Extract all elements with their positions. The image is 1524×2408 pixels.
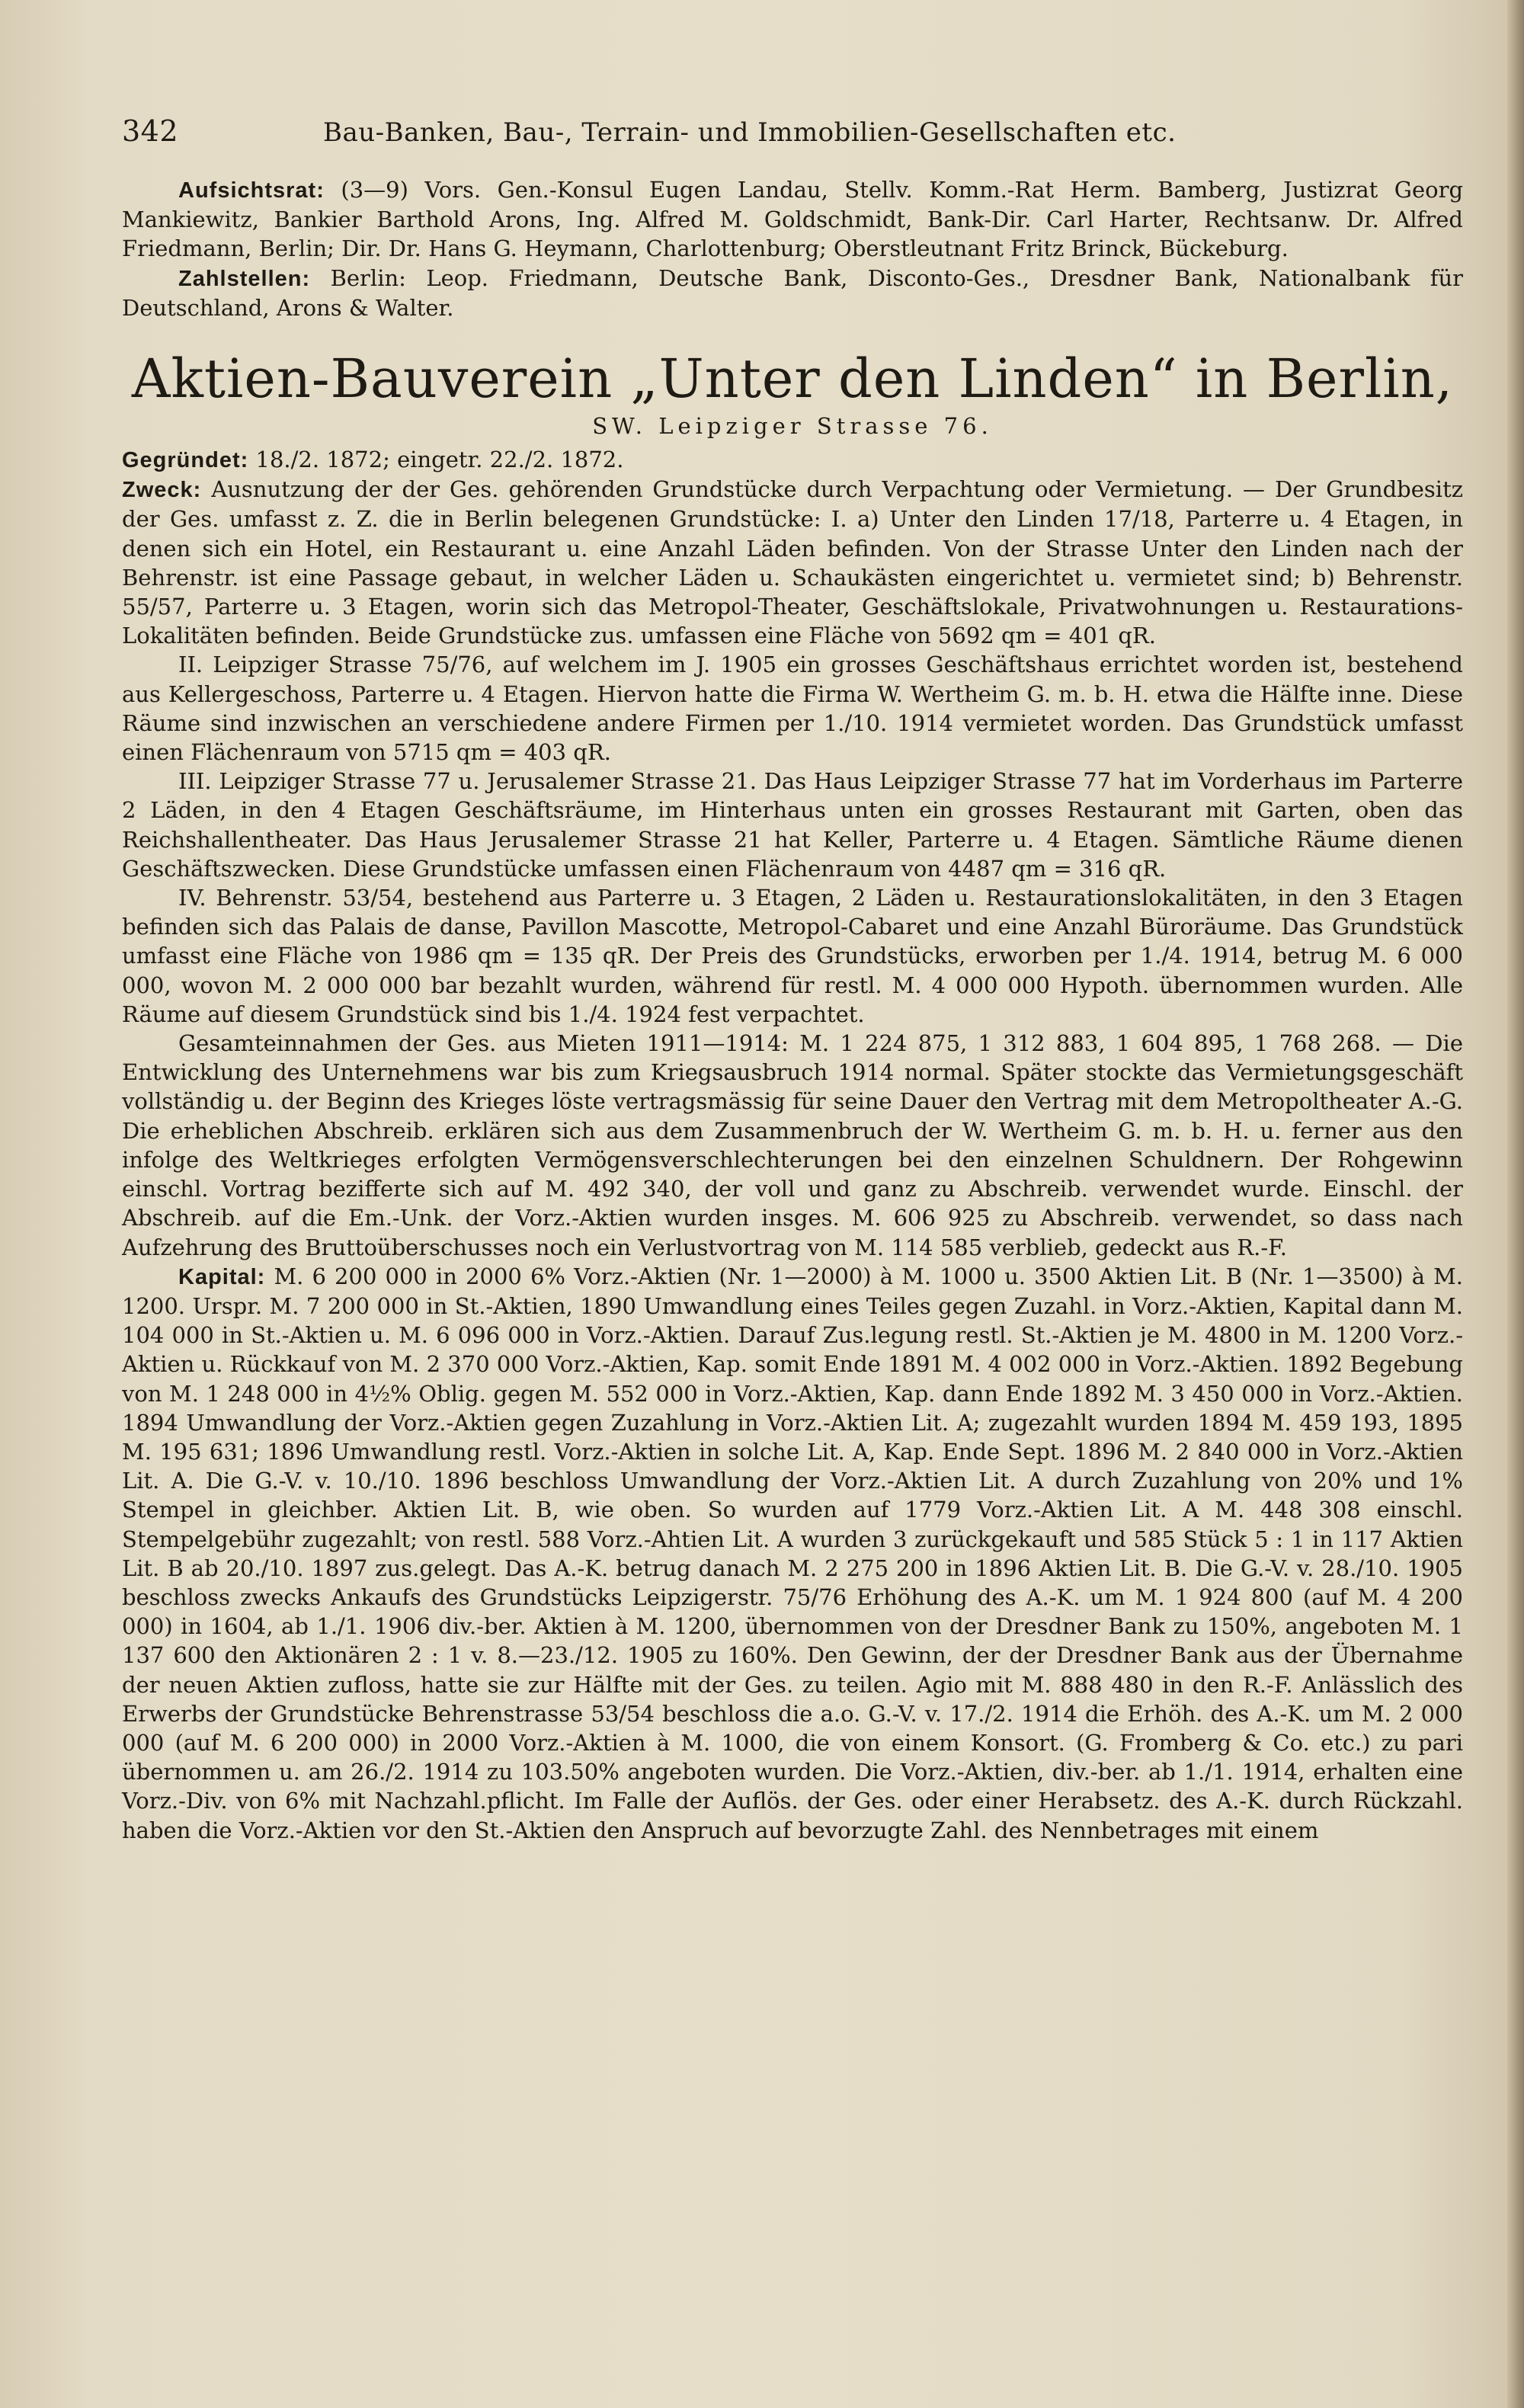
company-title: Aktien-Bauverein „Unter den Linden“ in Berlin, — [131, 347, 1454, 411]
running-head — [122, 114, 1463, 148]
section-ii-paragraph: II. Leipziger Strasse 75/76, auf welchem im J. 1905 ein grosses Geschäftshaus errichtet worden ist, bestehend aus Kellergeschoss, Parterre u. 4 Etagen. Hiervon hatte die Firma W. Wertheim G. m. b. H. etwa die Hälfte inne. Diese Räume sind inzwischen an verschiedene andere Firmen per 1./10. 1914 vermietet worden. Das Grundstück umfasst einen Flächenraum von 5715 qm = 403 qR. — [122, 652, 1463, 766]
gegruendet-paragraph — [122, 445, 1463, 475]
section-iii-paragraph: III. Leipziger Strasse 77 u. Jerusalemer Strasse 21. Das Haus Leipziger Strasse 77 hat im Vorderhaus im Parterre 2 Läden, in den 4 Etagen Geschäftsräume, im Hinterhaus unten ein grosses Restaurant mit Garten, oben das Reichshallentheater. Das Haus Jerusalemer Strasse 21 hat Keller, Parterre u. 4 Etagen. Sämtliche Räume dienen Geschäftszwecken. Diese Grundstücke umfassen einen Flächenraum von 4487 qm = 316 qR. — [122, 768, 1463, 882]
section-iv-paragraph: IV. Behrenstr. 53/54, bestehend aus Parterre u. 3 Etagen, 2 Läden u. Restaurationslokalitäten, in den 3 Etagen befinden sich das Palais de danse, Pavillon Mascotte, Metropol-Cabaret und eine Anzahl Büroräume. Das Grundstück umfasst eine Fläche von 1986 qm = 135 qR. Der Preis des Grundstücks, erworben per 1./4. 1914, betrug M. 6 000 000, wovon M. 2 000 000 bar bezahlt wurden, während für restl. M. 4 000 000 Hypoth. übernommen wurden. Alle Räume auf diesem Grundstück sind bis 1./4. 1924 fest verpachtet. — [122, 885, 1463, 1027]
company-address: SW. Leipziger Strasse 76. — [592, 413, 993, 440]
gegruendet-text: 18./2. 1872; eingetr. 22./2. 1872. — [255, 447, 624, 473]
zweck-paragraph — [122, 475, 1463, 650]
gegruendet-label: Gegründet: — [122, 448, 249, 473]
running-title: Bau-Banken, Bau-, Terrain- und Immobilien-Gesellschaften etc. — [323, 117, 1177, 148]
aufsichtsrat-paragraph — [122, 175, 1463, 264]
page-content — [122, 114, 1463, 1845]
zahlstellen-paragraph — [122, 264, 1463, 322]
zahlstellen-label: Zahlstellen: — [178, 266, 311, 291]
kapital-label: Kapital: — [178, 1264, 266, 1289]
kapital-text: M. 6 200 000 in 2000 6% Vorz.-Aktien (Nr. 1—2000) à M. 1000 u. 3500 Aktien Lit. B (Nr. 1—3500) à M. 1200. Urspr. M. 7 200 000 in St.-Aktien, 1890 Umwandlung eines Teiles gegen Zuzahl. in Vorz.-Aktien, Kapital dann M. 104 000 in St.-Aktien u. M. 6 096 000 in Vorz.-Aktien. Darauf Zus.legung restl. St.-Aktien je M. 4800 in M. 1200 Vorz.-Aktien u. Rückkauf von M. 2 370 000 Vorz.-Aktien, Kap. somit Ende 1891 M. 4 002 000 in Vorz.-Aktien. 1892 Begebung von M. 1 248 000 in 4½% Oblig. gegen M. 552 000 in Vorz.-Aktien, Kap. dann Ende 1892 M. 3 450 000 in Vorz.-Aktien. 1894 Umwandlung der Vorz.-Aktien gegen Zuzahlung in Vorz.-Aktien Lit. A; zugezahlt wurden 1894 M. 459 193, 1895 M. 195 631; 1896 Umwandlung restl. Vorz.-Aktien in solche Lit. A, Kap. Ende Sept. 1896 M. 2 840 000 in Vorz.-Aktien Lit. A. Die G.-V. v. 10./10. 1896 beschloss Umwandlung der Vorz.-Aktien Lit. A durch Zuzahlung von 20% und 1% Stempel in gleichber. Aktien Lit. B, wie oben. So wurden auf 1779 Vorz.-Aktien Lit. A M. 448 308 einschl. Stempelgebühr zugezahlt; von restl. 588 Vorz.-Ahtien Lit. A wurden 3 zurückgekauft und 585 Stück 5 : 1 in 117 Aktien Lit. B ab 20./10. 1897 zus.gelegt. Das A.-K. betrug danach M. 2 275 200 in 1896 Aktien Lit. B. Die G.-V. v. 28./10. 1905 beschloss zwecks Ankaufs des Grundstücks Leipzigerstr. 75/76 Erhöhung des A.-K. um M. 1 924 800 (auf M. 4 200 000) in 1604, ab 1./1. 1906 div.-ber. Aktien à M. 1200, übernommen von der Dresdner Bank zu 150%, angeboten M. 1 137 600 den Aktionären 2 : 1 v. 8.—23./12. 1905 zu 160%. Den Gewinn, der der Dresdner Bank aus der Übernahme der neuen Aktien zufloss, hatte sie zur Hälfte mit der Ges. zu teilen. Agio mit M. 888 480 in den R.-F. Anlässlich des Erwerbs der Grundstücke Behrenstrasse 53/54 beschloss die a.o. G.-V. v. 17./2. 1914 die Erhöh. des A.-K. um M. 2 000 000 (auf M. 6 200 000) in 2000 Vorz.-Aktien à M. 1000, die von einem Konsort. (G. Fromberg & Co. etc.) zu pari übernommen u. am 26./2. 1914 zu 103.50% angeboten wurden. Die Vorz.-Aktien, div.-ber. ab 1./1. 1914, erhalten eine Vorz.-Div. von 6% mit Nachzahl.pflicht. Im Falle der Auflös. der Ges. oder einer Herabsetz. des A.-K. durch Rückzahl. haben die Vorz.-Aktien vor den St.-Aktien den Anspruch auf bevorzugte Zahl. des Nennbetrages mit einem — [122, 1263, 1464, 1843]
zweck-text: Ausnutzung der der Ges. gehörenden Grundstücke durch Verpachtung oder Vermietung. — Der Grundbesitz der Ges. umfasst z. Z. die in Berlin belegenen Grundstücke: I. a) Unter den Linden 17/18, Parterre u. 4 Etagen, in denen sich ein Hotel, ein Restaurant u. eine Anzahl Läden befinden. Von der Strasse Unter den Linden nach der Behrenstr. ist eine Passage gebaut, in welcher Läden u. Schaukästen eingerichtet u. vermietet sind; b) Behrenstr. 55/57, Parterre u. 3 Etagen, worin sich das Metropol-Theater, Geschäftslokale, Privatwohnungen u. Restaurations-Lokalitäten befinden. Beide Grundstücke zus. umfassen eine Fläche von 5692 qm = 401 qR. — [122, 476, 1463, 649]
page-spine-shadow — [1507, 0, 1524, 2408]
zweck-label: Zweck: — [122, 478, 202, 503]
page-number: 342 — [122, 114, 179, 148]
aufsichtsrat-text: (3—9) Vors. Gen.-Konsul Eugen Landau, Stellv. Komm.-Rat Herm. Bamberg, Justizrat Georg Mankiewitz, Bankier Barthold Arons, Ing. Alfred M. Goldschmidt, Bank-Dir. Carl Harter, Rechtsanw. Dr. Alfred Friedmann, Berlin; Dir. Dr. Hans G. Heymann, Charlottenburg; Oberstleutnant Fritz Brinck, Bückeburg. — [122, 177, 1464, 262]
gesamteinnahmen-paragraph: Gesamteinnahmen der Ges. aus Mieten 1911—1914: M. 1 224 875, 1 312 883, 1 604 895, 1 768 268. — Die Entwicklung des Unternehmens war bis zum Kriegsausbruch 1914 normal. Später stockte das Vermietungsgeschäft vollständig u. der Beginn des Krieges löste vertragsmässig für seine Dauer den Vertrag mit dem Metropoltheater A.-G. Die erheblichen Abschreib. erklären sich aus dem Zusammenbruch der W. Wertheim G. m. b. H. u. ferner aus den infolge des Weltkrieges erfolgten Vermögensverschlechterungen bei den einzelnen Schuldnern. Der Rohgewinn einschl. Vortrag bezifferte sich auf M. 492 340, der voll und ganz zu Abschreib. verwendet wurde. Einschl. der Abschreib. auf die Em.-Unk. der Vorz.-Aktien wurden insges. M. 606 925 zu Abschreib. verwendet, so dass nach Aufzehrung des Bruttoüberschusses noch ein Verlustvortrag von M. 114 585 verblieb, gedeckt aus R.-F. — [122, 1030, 1463, 1260]
aufsichtsrat-label: Aufsichtsrat: — [178, 178, 325, 203]
zahlstellen-text: Berlin: Leop. Friedmann, Deutsche Bank, Disconto-Ges., Dresdner Bank, Nationalbank für Deutschland, Arons & Walter. — [122, 264, 1463, 321]
kapital-paragraph — [122, 1262, 1463, 1845]
